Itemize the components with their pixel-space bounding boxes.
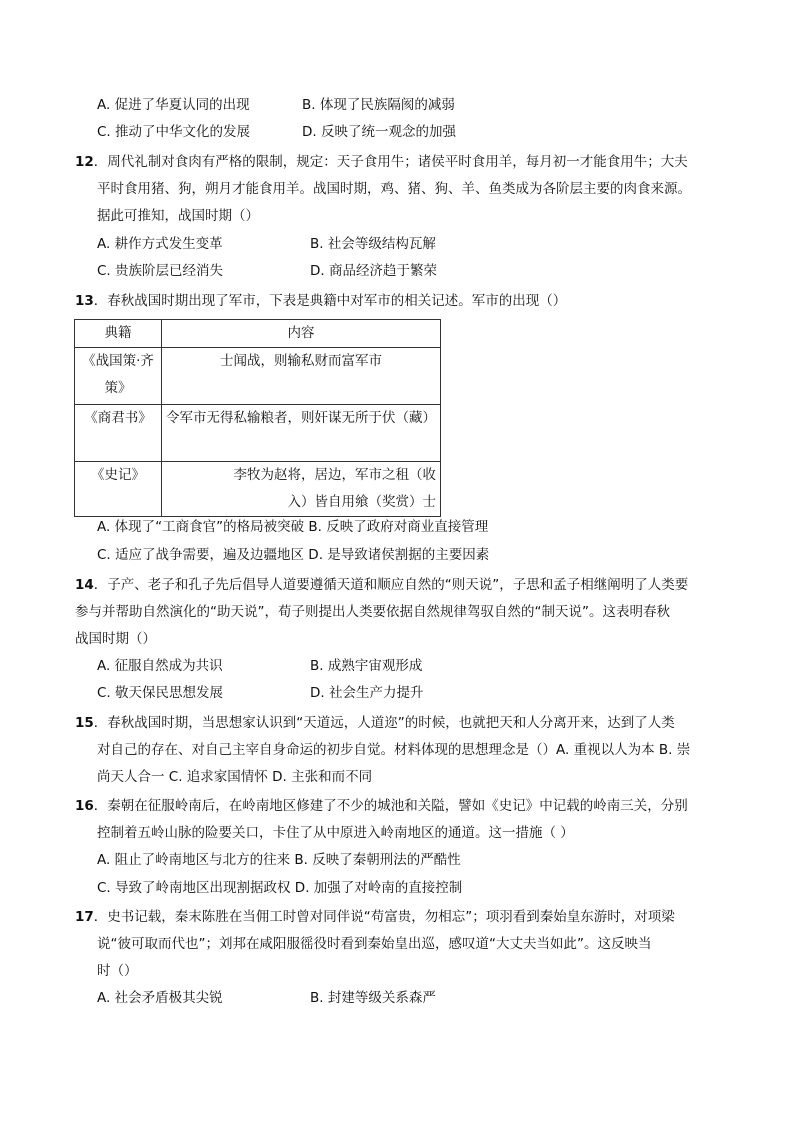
source-table <box>74 319 441 517</box>
table-header-cell: 典籍 <box>75 320 162 348</box>
question-12-stem-line3: 据此可推知，战国时期（） <box>97 208 259 224</box>
q13-options-cd: C. 适应了战争需要，遍及边疆地区 D. 是导致诸侯割据的主要因素 <box>97 547 490 563</box>
table-header-cell: 内容 <box>162 320 441 348</box>
question-16-stem-line1 <box>75 797 688 815</box>
table-cell: 士闻战，则输私财而富军市 <box>162 348 441 405</box>
stem-text: ．秦朝在征服岭南后，在岭南地区修建了不少的城池和关隘，譬如《史记》中记载的岭南三关，分别 <box>93 798 688 814</box>
table-row <box>75 405 441 462</box>
stem-text: ．子产、老子和孔子先后倡导人道要遵循天道和顺应自然的“则天说”，子思和孟子相继阐明了人类要 <box>93 577 689 593</box>
question-number: 12 <box>75 154 94 170</box>
q14-option-c: C. 敬天保民思想发展 <box>97 685 224 701</box>
cell-text: 李牧为赵将，居边，军市之租（收 <box>233 467 436 483</box>
q12-option-c: C. 贵族阶层已经消失 <box>97 263 224 279</box>
q14-option-d: D. 社会生产力提升 <box>310 685 424 701</box>
question-15-stem-line3: 尚天人合一 C. 追求家国情怀 D. 主张和而不同 <box>97 769 373 785</box>
q16-options-cd: C. 导致了岭南地区出现割据政权 D. 加强了对岭南的直接控制 <box>97 880 463 896</box>
q16-options-ab: A. 阻止了岭南地区与北方的往来 B. 反映了秦朝刑法的严酷性 <box>97 852 461 868</box>
q14-option-b: B. 成熟宇宙观形成 <box>310 658 423 674</box>
question-number: 14 <box>75 577 94 593</box>
question-17-stem-line3: 时（） <box>97 963 138 979</box>
question-number: 13 <box>75 293 94 309</box>
table-cell: 《史记》 <box>75 462 162 517</box>
question-16-stem-line2: 控制着五岭山脉的险要关口，卡住了从中原进入岭南地区的通道。这一措施（ ） <box>97 825 574 841</box>
stem-text: ．史书记载，秦末陈胜在当佣工时曾对同伴说“苟富贵，勿相忘”；项羽看到秦始皇东游时，对项梁 <box>93 909 675 925</box>
q13-options-ab: A. 体现了“工商食官”的格局被突破 B. 反映了政府对商业直接管理 <box>97 519 489 535</box>
stem-text: ．春秋战国时期，当思想家认识到“天道远，人道迩”的时候，也就把天和人分离开来，达到了人类 <box>93 715 675 731</box>
table-cell <box>162 462 441 517</box>
q12-option-d: D. 商品经济趋于繁荣 <box>310 263 437 279</box>
q17-option-b: B. 封建等级关系森严 <box>310 990 436 1006</box>
question-15-stem-line2: 对自己的存在、对自己主宰自身命运的初步自觉。材料体现的思想理念是（）A. 重视以人为本 B. 崇 <box>97 742 691 758</box>
table-cell: 《商君书》 <box>75 405 162 462</box>
question-17-stem-line1 <box>75 908 675 926</box>
question-12-stem-line2: 平时食用猪、狗，朔月才能食用羊。战国时期，鸡、猪、狗、羊、鱼类成为各阶层主要的肉食来源。 <box>97 181 691 197</box>
question-14-stem-line2: 参与并帮助自然演化的“助天说”，荀子则提出人类要依据自然规律驾驭自然的“制天说”。这表明春秋 <box>75 604 670 620</box>
cell-text: 入）皆自用飨（奖赏）士 <box>287 494 436 510</box>
q12-option-a: A. 耕作方式发生变革 <box>97 236 223 252</box>
q14-option-a: A. 征服自然成为共识 <box>97 658 223 674</box>
stem-text: ．周代礼制对食肉有严格的限制，规定：天子食用牛；诸侯平时食用羊，每月初一才能食用牛；大夫 <box>93 154 688 170</box>
q11-option-b: B. 体现了民族隔阂的减弱 <box>302 97 455 113</box>
q11-option-d: D. 反映了统一观念的加强 <box>302 124 456 140</box>
table-row <box>75 348 441 405</box>
q11-option-a: A. 促进了华夏认同的出现 <box>97 97 250 113</box>
question-17-stem-line2: 说“彼可取而代也”；刘邦在咸阳服徭役时看到秦始皇出巡，感叹道“大丈夫当如此”。这反映当 <box>97 936 652 952</box>
stem-text: ．春秋战国时期出现了军市，下表是典籍中对军市的相关记述。军市的出现（） <box>93 293 567 309</box>
question-13-stem <box>75 292 566 310</box>
table-row <box>75 462 441 517</box>
question-number: 15 <box>75 715 94 731</box>
question-12-stem-line1 <box>75 153 688 171</box>
table-header-row <box>75 320 441 348</box>
table-cell: 令军市无得私输粮者，则奸谋无所于伏（藏） <box>162 405 441 462</box>
q11-option-c: C. 推动了中华文化的发展 <box>97 124 251 140</box>
q12-option-b: B. 社会等级结构瓦解 <box>310 236 436 252</box>
question-14-stem-line1 <box>75 576 688 594</box>
q17-option-a: A. 社会矛盾极其尖锐 <box>97 990 223 1006</box>
question-14-stem-line3: 战国时期（） <box>75 631 156 647</box>
question-number: 17 <box>75 909 94 925</box>
question-15-stem-line1 <box>75 714 675 732</box>
table-cell: 《战国策·齐策》 <box>75 348 162 405</box>
question-number: 16 <box>75 798 94 814</box>
